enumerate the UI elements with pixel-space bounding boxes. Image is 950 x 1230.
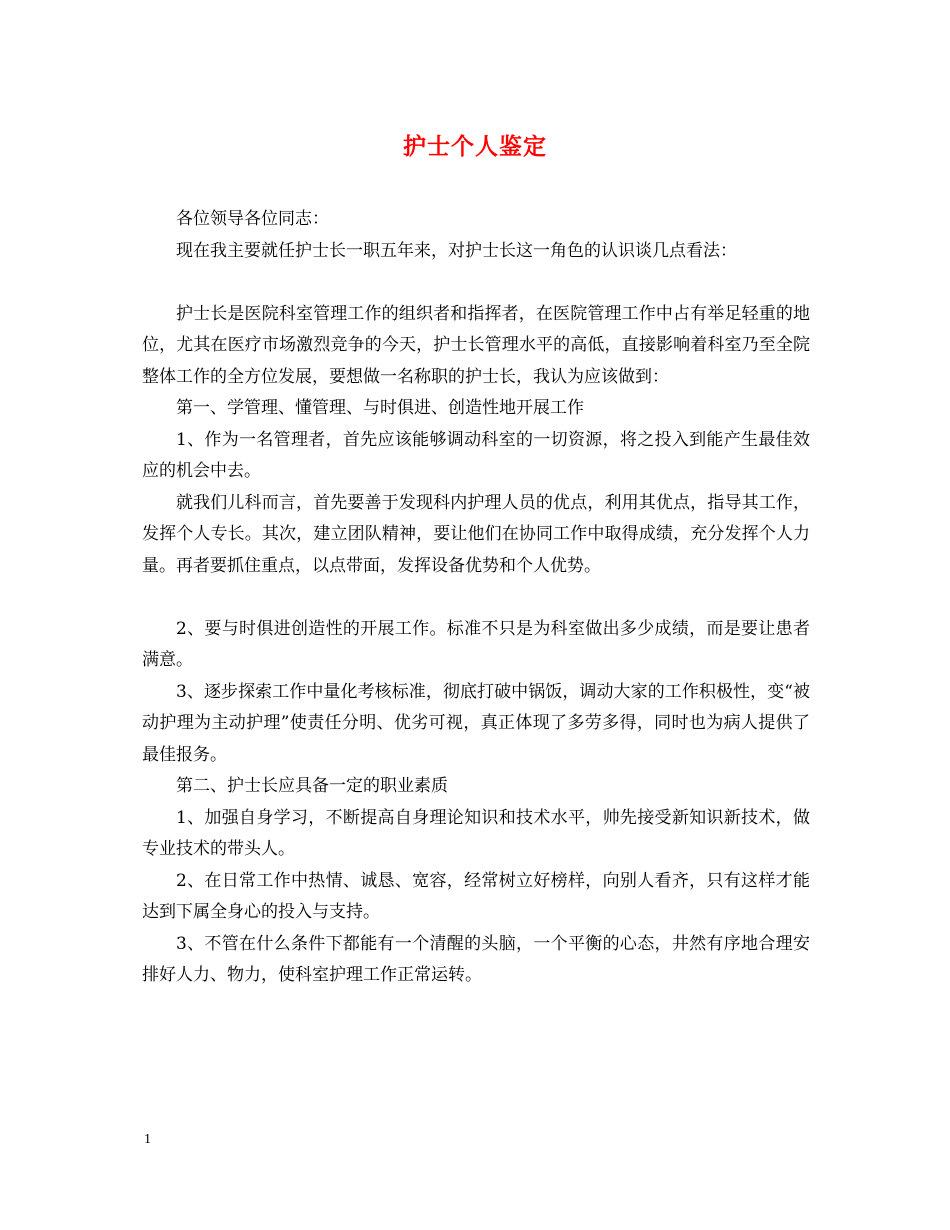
- section-heading: 第一、学管理、懂管理、与时俱进、创造性地开展工作: [176, 398, 584, 418]
- blank-line: [142, 267, 810, 299]
- intro-paragraph: 现在我主要就任护士长一职五年来，对护士长这一角色的认识谈几点看法：: [176, 240, 737, 261]
- body-paragraph: 1、加强自身学习，不断提高自身理论知识和技术水平，帅先接受新知识新技术，做专业技术的带头人。: [142, 807, 810, 859]
- body-paragraph: 3、逐步探索工作中量化考核标准，彻底打破中锅饭，调动大家的工作积极性，变“被动护理为主动护理”使责任分明、优劣可视，真正体现了多劳多得，同时也为病人提供了最佳报务。: [142, 681, 810, 765]
- greeting: 各位领导各位同志：: [176, 209, 329, 229]
- section-heading: 第二、护士长应具备一定的职业素质: [176, 776, 448, 796]
- body-paragraph: 1、作为一名管理者，首先应该能够调动科室的一切资源，将之投入到能产生最佳效应的机会中去。: [142, 429, 810, 481]
- body-paragraph: 2、要与时俱进创造性的开展工作。标准不只是为科室做出多少成绩，而是要让患者满意。: [142, 618, 810, 670]
- page-number: 1: [144, 1132, 151, 1147]
- document-body: [142, 204, 810, 992]
- document-title: 护士个人鉴定: [403, 133, 547, 160]
- body-paragraph: 3、不管在什么条件下都能有一个清醒的头脑，一个平衡的心态，井然有序地合理安排好人力、物力，使科室护理工作正常运转。: [142, 933, 810, 985]
- body-paragraph: 护士长是医院科室管理工作的组织者和指挥者，在医院管理工作中占有举足轻重的地位，尤其在医疗市场激烈竞争的今天，护士长管理水平的高低，直接影响着科室乃至全院整体工作的全方位发展，要想做一名称职的护士长，我认为应该做到：: [142, 303, 810, 387]
- body-paragraph: 就我们儿科而言，首先要善于发现科内护理人员的优点，利用其优点，指导其工作，发挥个人专长。其次，建立团队精神，要让他们在协同工作中取得成绩，充分发挥个人力量。再者要抓住重点，以点带面，发挥设备优势和个人优势。: [142, 492, 810, 576]
- blank-line: [142, 582, 810, 614]
- body-paragraph: 2、在日常工作中热情、诚恳、宽容，经常树立好榜样，向别人看齐，只有这样才能达到下属全身心的投入与支持。: [142, 870, 810, 922]
